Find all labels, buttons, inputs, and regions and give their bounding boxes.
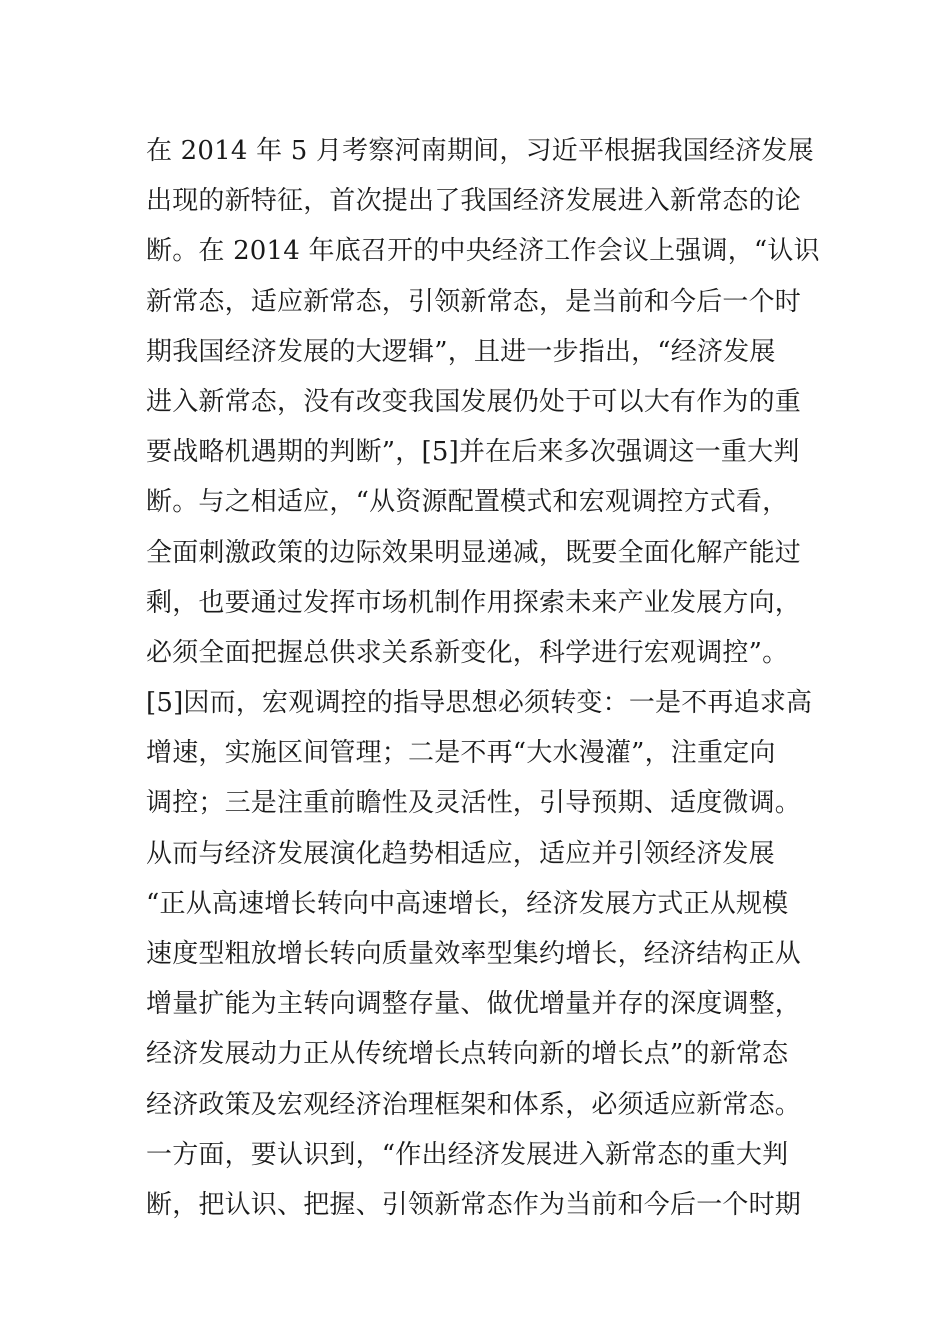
text-line: 增速，实施区间管理；二是不再“大水漫灌”，注重定向 xyxy=(146,738,776,769)
text-line: 出现的新特征，首次提出了我国经济发展进入新常态的论 xyxy=(146,186,802,217)
text-line: 要战略机遇期的判断”，[5]并在后来多次强调这一重大判 xyxy=(146,437,800,468)
text-line: 断。与之相适应，“从资源配置模式和宏观调控方式看， xyxy=(146,487,789,518)
text-line: 断。在 2014 年底召开的中央经济工作会议上强调，“认识 xyxy=(146,236,820,267)
text-line: 新常态，适应新常态，引领新常态，是当前和今后一个时 xyxy=(146,286,802,317)
text-line: 速度型粗放增长转向质量效率型集约增长，经济结构正从 xyxy=(146,939,802,969)
text-line: 经济政策及宏观经济治理框架和体系，必须适应新常态。 xyxy=(146,1089,802,1120)
text-line: 全面刺激政策的边际效果明显递减，既要全面化解产能过 xyxy=(146,537,802,568)
text-line: 一方面，要认识到，“作出经济发展进入新常态的重大判 xyxy=(146,1139,789,1170)
text-line: 从而与经济发展演化趋势相适应，适应并引领经济发展 xyxy=(146,838,775,869)
body-text xyxy=(146,126,826,1230)
text-line: 期我国经济发展的大逻辑”，且进一步指出，“经济发展 xyxy=(146,336,776,367)
text-line: 剩，也要通过发挥市场机制作用探索未来产业发展方向， xyxy=(146,587,802,618)
text-line: 经济发展动力正从传统增长点转向新的增长点”的新常态 xyxy=(146,1039,789,1070)
text-line: 增量扩能为主转向调整存量、做优增量并存的深度调整， xyxy=(146,989,802,1020)
text-line: “正从高速增长转向中高速增长，经济发展方式正从规模 xyxy=(146,888,789,919)
text-line: 进入新常态，没有改变我国发展仍处于可以大有作为的重 xyxy=(146,386,802,417)
text-line: 在 2014 年 5 月考察河南期间，习近平根据我国经济发展 xyxy=(146,136,814,166)
text-line: 断，把认识、把握、引领新常态作为当前和今后一个时期 xyxy=(146,1189,802,1220)
text-line: 调控；三是注重前瞻性及灵活性，引导预期、适度微调。 xyxy=(146,788,802,819)
text-line: 必须全面把握总供求关系新变化，科学进行宏观调控”。 xyxy=(146,637,789,668)
text-line: [5]因而，宏观调控的指导思想必须转变：一是不再追求高 xyxy=(146,688,813,719)
